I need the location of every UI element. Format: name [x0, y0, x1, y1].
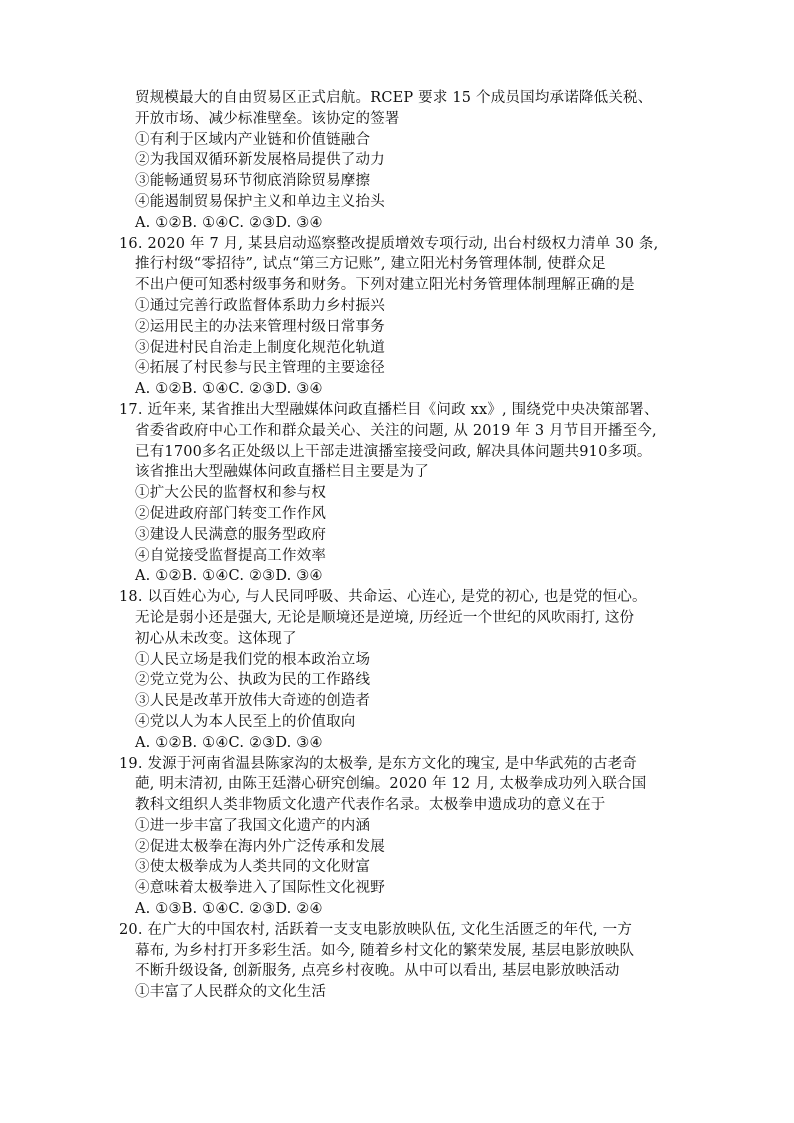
question-text-line: 葩, 明末清初, 由陈王廷潜心研究创编。2020 年 12 月, 太极拳成功列入联合国 [135, 776, 647, 793]
question-text-line: 初心从未改变。这体现了 [135, 630, 297, 647]
question-text-line: 该省推出大型融媒体问政直播栏目主要是为了 [135, 464, 429, 481]
question-15 [0, 88, 794, 234]
option-item: ①通过完善行政监督体系助力乡村振兴 [135, 297, 385, 314]
question-stem: 16. 2020 年 7 月, 某县启动巡察整改提质增效专项行动, 出台村级权力清单 30 条, [119, 235, 659, 252]
question-stem: 20. 在广大的中国农村, 活跃着一支支电影放映队伍, 文化生活匮乏的年代, 一方 [119, 921, 633, 938]
question-16 [0, 234, 794, 400]
option-item: ①扩大公民的监督权和参与权 [135, 485, 327, 502]
question-text-line: 省委省政府中心工作和群众最关心、关注的问题, 从 2019 年 3 月节目开播至今, [135, 422, 657, 439]
question-stem: 17. 近年来, 某省推出大型融媒体问政直播栏目《问政 xx》, 围绕党中央决策部署、 [119, 401, 659, 418]
question-stem: 19. 发源于河南省温县陈家沟的太极拳, 是东方文化的瑰宝, 是中华武苑的古老奇 [119, 755, 638, 772]
question-text-line: 不出户便可知悉村级事务和财务。下列对建立阳光村务管理体制理解正确的是 [135, 277, 635, 294]
option-item: ①有利于区域内产业链和价值链融合 [135, 131, 371, 148]
answer-choices: A. ①②B. ①④C. ②③D. ③④ [135, 734, 323, 751]
option-item: ③建设人民满意的服务型政府 [135, 526, 327, 543]
question-text-line: 推行村级“零招待”, 试点“第三方记账”, 建立阳光村务管理体制, 使群众足 [135, 256, 606, 273]
option-item: ①丰富了人民群众的文化生活 [135, 984, 327, 1001]
option-item: ④党以人为本人民至上的价值取向 [135, 713, 356, 730]
option-item: ③人民是改革开放伟大奇迹的创造者 [135, 693, 371, 710]
option-item: ④意味着太极拳进入了国际性文化视野 [135, 880, 385, 897]
exam-page [0, 88, 794, 1003]
question-text-line: 教科文组织人类非物质文化遗产代表作名录。太极拳申遗成功的意义在于 [135, 797, 606, 814]
question-text-line: 贸规模最大的自由贸易区正式启航。RCEP 要求 15 个成员国均承诺降低关税、 [135, 90, 653, 106]
question-17 [0, 400, 794, 587]
option-item: ②党立党为公、执政为民的工作路线 [135, 672, 371, 689]
answer-choices: A. ①②B. ①④C. ②③D. ③④ [135, 568, 323, 585]
option-item: ③促进村民自治走上制度化规范化轨道 [135, 339, 385, 356]
option-item: ③使太极拳成为人类共同的文化财富 [135, 859, 371, 876]
option-item: ②促进政府部门转变工作作风 [135, 505, 327, 522]
question-19 [0, 754, 794, 920]
question-text-line: 不断升级设备, 创新服务, 点亮乡村夜晚。从中可以看出, 基层电影放映活动 [135, 963, 620, 980]
question-text-line: 已有1700多名正处级以上干部走进演播室接受问政, 解决具体问题共910多项。 [135, 443, 652, 460]
question-text-line: 幕布, 为乡村打开多彩生活。如今, 随着乡村文化的繁荣发展, 基层电影放映队 [135, 942, 635, 959]
option-item: ④能遏制贸易保护主义和单边主义抬头 [135, 193, 385, 210]
option-item: ②运用民主的办法来管理村级日常事务 [135, 318, 385, 335]
option-item: ④拓展了村民参与民主管理的主要途径 [135, 360, 385, 377]
option-item: ①进一步丰富了我国文化遗产的内涵 [135, 817, 371, 834]
answer-choices: A. ①③B. ①④C. ②③D. ②④ [135, 901, 323, 918]
question-20 [0, 920, 794, 1003]
answer-choices: A. ①②B. ①④C. ②③D. ③④ [135, 214, 323, 231]
option-item: ③能畅通贸易环节彻底消除贸易摩擦 [135, 173, 371, 190]
answer-choices: A. ①②B. ①④C. ②③D. ③④ [135, 381, 323, 398]
option-item: ④自觉接受监督提高工作效率 [135, 547, 327, 564]
option-item: ①人民立场是我们党的根本政治立场 [135, 651, 371, 668]
option-item: ②为我国双循环新发展格局提供了动力 [135, 152, 385, 169]
option-item: ②促进太极拳在海内外广泛传承和发展 [135, 838, 385, 855]
question-text-line: 无论是弱小还是强大, 无论是顺境还是逆境, 历经近一个世纪的风吹雨打, 这份 [135, 609, 635, 626]
question-18 [0, 587, 794, 753]
question-stem: 18. 以百姓心为心, 与人民同呼吸、共命运、心连心, 是党的初心, 也是党的恒心。 [119, 589, 647, 606]
question-text-line: 开放市场、减少标准壁垒。该协定的签署 [135, 110, 400, 127]
